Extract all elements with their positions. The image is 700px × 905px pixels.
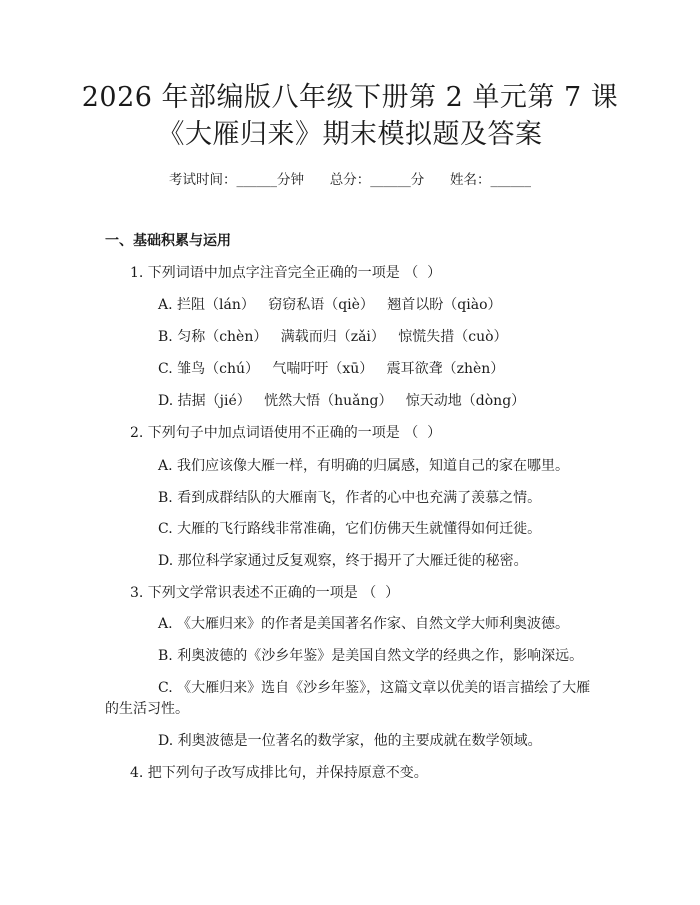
exam-meta-info: 考试时间：______分钟 总分：______分 姓名：______: [169, 172, 531, 188]
question-3-option-d: D. 利奥波德是一位著名的数学家，他的主要成就在数学领域。: [158, 733, 542, 749]
question-3-option-c-continued: 的生活习性。: [105, 701, 189, 717]
question-1-option-d: D. 拮据（jié） 恍然大悟（huǎng） 惊天动地（dòng）: [158, 393, 526, 409]
question-3-option-a: A. 《大雁归来》的作者是美国著名作家、自然文学大师利奥波德。: [158, 616, 570, 632]
question-3-option-c: C. 《大雁归来》选自《沙乡年鉴》，这篇文章以优美的语言描绘了大雁: [158, 680, 591, 696]
question-2-option-d: D. 那位科学家通过反复观察，终于揭开了大雁迁徙的秘密。: [158, 553, 528, 569]
question-4-stem: 4. 把下列句子改写成排比句，并保持原意不变。: [130, 765, 428, 781]
page-title-line-2: 《大雁归来》期末模拟题及答案: [157, 119, 543, 150]
question-1-option-c: C. 雏鸟（chú） 气喘吁吁（xū） 震耳欲聋（zhèn）: [158, 361, 505, 377]
question-2-option-c: C. 大雁的飞行路线非常准确，它们仿佛天生就懂得如何迁徙。: [158, 521, 542, 537]
question-2-option-a: A. 我们应该像大雁一样，有明确的归属感，知道自己的家在哪里。: [158, 458, 570, 474]
question-2-stem: 2. 下列句子中加点词语使用不正确的一项是 （ ）: [130, 425, 442, 441]
page-title-line-1: 2026 年部编版八年级下册第 2 单元第 7 课: [81, 82, 619, 113]
question-3-option-b: B. 利奥波德的《沙乡年鉴》是美国自然文学的经典之作，影响深远。: [158, 648, 584, 664]
question-3-stem: 3. 下列文学常识表述不正确的一项是 （ ）: [130, 585, 400, 601]
section-heading: 一、基础积累与运用: [105, 233, 231, 249]
question-1-stem: 1. 下列词语中加点字注音完全正确的一项是 （ ）: [130, 265, 442, 281]
question-2-option-b: B. 看到成群结队的大雁南飞，作者的心中也充满了羡慕之情。: [158, 490, 542, 506]
question-1-option-a: A. 拦阻（lán） 窃窃私语（qiè） 翘首以盼（qiào）: [158, 297, 502, 313]
question-1-option-b: B. 匀称（chèn） 满载而归（zǎi） 惊慌失措（cuò）: [158, 329, 508, 345]
